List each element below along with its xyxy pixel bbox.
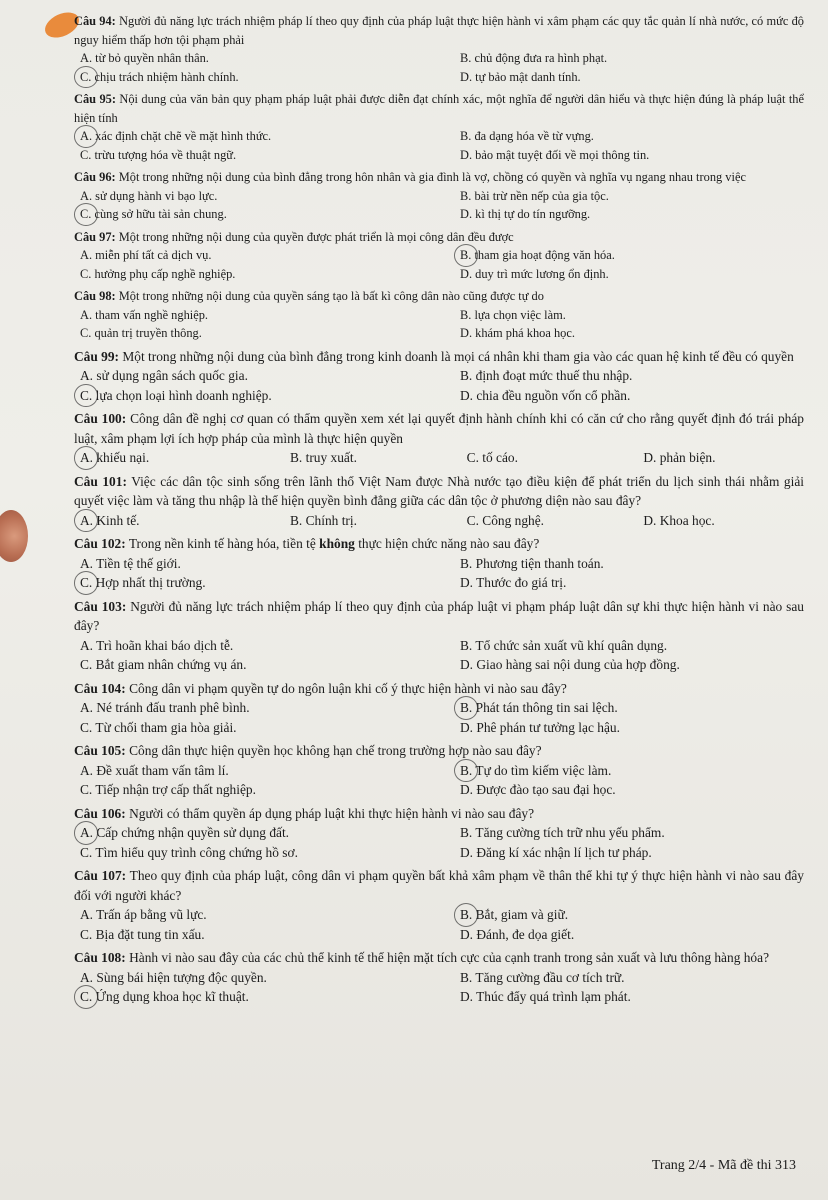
answer-option: C. tố cáo. [466,450,518,465]
answer-options [74,698,804,737]
answer-option: B. tham gia hoạt động văn hóa. [460,248,615,262]
thumb-in-photo [0,510,28,562]
question-stem [74,168,804,187]
question-text: Người đủ năng lực trách nhiệm pháp lí theo quy định của pháp luật thực hiện hành vi xâm phạm các quy tắc quản lí nhà nước, có mức độ nguy hiểm thấp hơn tội phạm phải [74,14,804,47]
question-block [74,347,804,406]
question-stem [74,409,804,448]
answer-mark-circle [74,509,98,533]
answer-options [74,823,804,862]
question-number: Câu 96: [74,170,116,184]
question-block [74,287,804,343]
answer-mark-circle [74,446,98,470]
question-stem [74,804,804,824]
answer-option: A. Trì hoãn khai báo dịch tễ. [80,637,234,653]
answer-option: C. Tiếp nhận trợ cấp thất nghiệp. [80,782,256,797]
question-text: Một trong những nội dung của quyền sáng tạo là bất kì công dân nào cũng được tự do [118,289,544,303]
question-text: Theo quy định của pháp luật, công dân vi phạm quyền bất khả xâm phạm về thân thể khi tự ý thực hiện hành vi nào sau đây đối với người khác? [74,868,804,903]
question-block [74,12,804,86]
answer-options [74,554,804,593]
question-number: Câu 101: [74,473,127,489]
question-text: Một trong những nội dung của bình đẳng trong kinh doanh là mọi cá nhân khi tham gia vào các quan hệ kinh tế đều có quyền [122,348,794,364]
answer-options [74,49,804,86]
question-number: Câu 95: [74,92,116,106]
answer-option: C. cùng sở hữu tài sản chung. [80,207,227,221]
question-text: Nội dung của văn bản quy phạm pháp luật phải được diễn đạt chính xác, một nghĩa để người dân hiểu và thực hiện đúng là pháp luật thể hiện tính [74,92,804,125]
answer-mark-circle [454,696,478,720]
question-number: Câu 97: [74,229,116,244]
answer-mark-circle [74,821,98,845]
answer-options [74,761,804,800]
answer-mark-circle [74,571,98,595]
answer-options [74,246,804,283]
answer-option: B. Bắt, giam và giữ. [460,907,569,922]
answer-option: B. Tăng cường tích trữ nhu yếu phẩm. [460,825,665,840]
question-number: Câu 102: [74,536,126,551]
question-number: Câu 94: [74,14,116,28]
question-block [74,90,804,164]
answer-option: D. Giao hàng sai nội dung của hợp đồng. [460,657,680,672]
answer-option: D. Phê phán tư tưởng lạc hậu. [460,719,620,735]
answer-option: A. tham vấn nghề nghiệp. [80,307,209,322]
answer-option: D. khám phá khoa học. [460,326,575,340]
question-block [74,866,804,944]
answer-mark-circle [454,759,478,783]
answer-options [74,636,804,675]
question-block [74,597,804,675]
answer-option: B. lựa chọn việc làm. [460,307,566,322]
answer-option: D. phản biện. [643,450,716,465]
answer-option: C. chịu trách nhiệm hành chính. [80,69,239,84]
answer-option: A. Kinh tế. [80,512,140,528]
answer-option: C. Từ chối tham gia hòa giải. [80,719,237,735]
answer-option: D. duy trì mức lương ổn định. [460,266,609,281]
answer-options [74,127,804,164]
question-list [74,8,804,1007]
answer-mark-circle [74,985,98,1009]
answer-mark-circle [74,66,98,89]
answer-option: B. chủ động đưa ra hình phạt. [460,51,608,65]
question-text: Việc các dân tộc sinh sống trên lãnh thổ Việt Nam được Nhà nước tạo điều kiện để phát triển du lịch sinh thái nhằm giải quyết việc làm và tăng thu nhập là thể hiện quyền bình đẳng giữa các dân tộc ở phương diện nào sau đây? [74,473,804,508]
answer-option: A. xác định chặt chẽ về mặt hình thức. [80,129,272,143]
answer-option: C. Ứng dụng khoa học kĩ thuật. [80,989,249,1004]
answer-mark-circle [74,125,98,148]
question-text: thực hiện chức năng nào sau đây? [354,536,540,551]
question-stem [74,866,804,905]
question-block [74,948,804,1007]
answer-option: C. Bịa đặt tung tin xấu. [80,926,205,942]
answer-option: D. Đánh, đe dọa giết. [460,926,575,942]
question-stem [74,741,804,761]
answer-options [74,187,804,224]
question-text: Công dân thực hiện quyền học không hạn chế trong trường hợp nào sau đây? [129,743,542,758]
answer-option: D. Được đào tạo sau đại học. [460,782,616,797]
question-number: Câu 104: [74,680,126,696]
question-number: Câu 98: [74,289,116,303]
answer-option: D. Thúc đẩy quá trình lạm phát. [460,989,631,1004]
answer-option: B. Tăng cường đầu cơ tích trữ. [460,969,625,985]
question-block [74,679,804,738]
answer-option: D. Đăng kí xác nhận lí lịch tư pháp. [460,844,652,860]
question-block [74,741,804,800]
answer-option: D. tự bảo mật danh tính. [460,69,581,84]
question-text: Người có thẩm quyền áp dụng pháp luật khi thực hiện hành vi nào sau đây? [129,805,535,821]
question-text: Công dân vi phạm quyền tự do ngôn luận khi cố ý thực hiện hành vi nào sau đây? [129,680,567,696]
answer-mark-circle [454,244,478,267]
question-stem [74,12,804,49]
answer-options [74,968,804,1007]
answer-options [74,511,804,531]
answer-option: A. Cấp chứng nhận quyền sử dụng đất. [80,825,290,840]
question-text: Một trong những nội dung của quyền được phát triển là mọi công dân đều được [118,229,514,244]
answer-option: C. trừu tượng hóa về thuật ngữ. [80,147,237,162]
question-block [74,228,804,284]
answer-option: A. sử dụng ngân sách quốc gia. [80,368,248,383]
answer-option: D. bảo mật tuyệt đối về mọi thông tin. [460,147,650,162]
question-stem [74,347,804,367]
answer-options [74,306,804,343]
question-stem [74,948,804,968]
answer-options [74,448,804,468]
question-text-emphasis: không [319,536,355,551]
question-number: Câu 107: [74,868,127,883]
page-footer: Trang 2/4 - Mã đề thi 313 [651,1158,796,1173]
question-block [74,472,804,531]
answer-mark-circle [74,203,98,226]
answer-option: A. khiếu nại. [80,450,150,465]
answer-option: C. Bắt giam nhân chứng vụ án. [80,657,247,672]
answer-option: A. Tiền tệ thế giới. [80,555,181,571]
question-stem [74,597,804,636]
answer-option: A. Né tránh đấu tranh phê bình. [80,700,250,715]
answer-option: C. lựa chọn loại hình doanh nghiệp. [80,387,272,403]
answer-option: B. bài trừ nền nếp của gia tộc. [460,188,609,203]
answer-option: B. Tổ chức sản xuất vũ khí quân dụng. [460,637,668,653]
question-text: Người đủ năng lực trách nhiệm pháp lí theo quy định của pháp luật vi phạm pháp luật dân sự khi thực hiện hành vi nào sau đây? [74,598,804,633]
answer-option: C. Tìm hiểu quy trình công chứng hồ sơ. [80,844,298,860]
question-number: Câu 108: [74,950,126,965]
answer-option: B. định đoạt mức thuế thu nhập. [460,368,633,383]
answer-option: B. truy xuất. [290,450,357,465]
question-number: Câu 100: [74,411,127,426]
question-text: Hành vi nào sau đây của các chủ thể kinh tế thể hiện mặt tích cực của cạnh tranh trong sản xuất và lưu thông hàng hóa? [129,950,770,965]
answer-option: D. Khoa học. [643,512,715,528]
answer-options [74,905,804,944]
answer-option: B. Chính trị. [290,512,357,528]
answer-option: B. đa dạng hóa về từ vựng. [460,129,594,143]
question-number: Câu 103: [74,598,127,614]
answer-option: A. Sùng bái hiện tượng độc quyền. [80,969,267,985]
question-stem [74,534,804,554]
answer-option: C. hưởng phụ cấp nghề nghiệp. [80,266,236,281]
question-stem [74,287,804,306]
question-number: Câu 105: [74,743,126,758]
question-block [74,804,804,863]
answer-option: B. Phương tiện thanh toán. [460,555,604,571]
answer-option: B. Tự do tìm kiếm việc làm. [460,762,612,778]
answer-option: B. Phát tán thông tin sai lệch. [460,700,618,715]
question-text: Trong nền kinh tế hàng hóa, tiền tệ [128,536,320,551]
question-stem [74,90,804,127]
question-stem [74,228,804,247]
answer-option: D. Thước đo giá trị. [460,575,567,590]
question-stem [74,679,804,699]
question-block [74,409,804,468]
answer-option: A. sử dụng hành vi bạo lực. [80,188,218,203]
question-block [74,168,804,224]
answer-mark-circle [74,384,98,408]
answer-option: C. quản trị truyền thông. [80,326,202,340]
answer-option: A. từ bỏ quyền nhân thân. [80,51,209,65]
answer-option: D. kì thị tự do tín ngưỡng. [460,207,591,221]
question-text: Một trong những nội dung của bình đẳng trong hôn nhân và gia đình là vợ, chồng có quyền và nghĩa vụ ngang nhau trong việc [118,170,746,184]
answer-mark-circle [454,903,478,927]
question-text: Công dân đề nghị cơ quan có thẩm quyền xem xét lại quyết định hành chính khi có căn cứ cho rằng quyết định đó trái pháp luật, xâm phạm lợi ích hợp pháp của mình là thực hiện quyền [74,411,804,446]
answer-options [74,366,804,405]
answer-option: A. miễn phí tất cả dịch vụ. [80,248,212,262]
answer-option: A. Đề xuất tham vấn tâm lí. [80,762,229,778]
question-stem [74,472,804,511]
question-block [74,534,804,593]
answer-option: D. chia đều nguồn vốn cổ phần. [460,387,631,403]
answer-option: A. Trấn áp bằng vũ lực. [80,907,207,922]
answer-option: C. Hợp nhất thị trường. [80,575,206,590]
answer-option: C. Công nghệ. [466,512,545,528]
question-number: Câu 99: [74,348,120,364]
question-number: Câu 106: [74,805,126,821]
